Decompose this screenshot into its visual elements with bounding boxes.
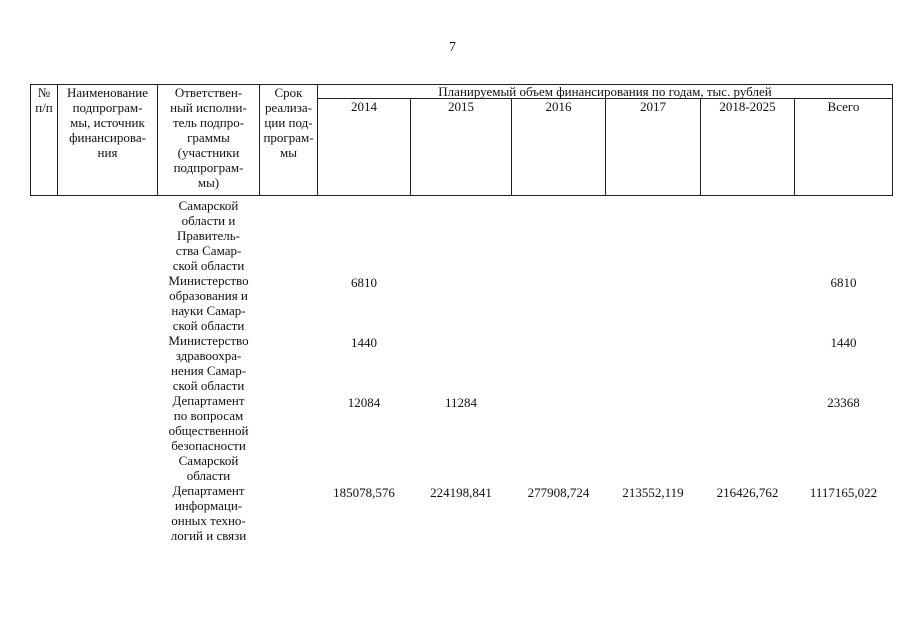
row-executor: Министерство образования и науки Самар- ской области — [168, 273, 249, 333]
row-value: 11284 — [444, 395, 478, 410]
row-executor: Самарской области и Правитель- ства Самар- ской области — [172, 198, 245, 273]
table-row — [31, 333, 893, 393]
page-number: 7 — [449, 40, 456, 55]
row-value — [606, 273, 701, 333]
row-value — [795, 198, 893, 273]
table-row — [31, 483, 893, 543]
row-value — [701, 333, 795, 393]
row-executor: Департамент по вопросам общественной безопасности Самарской области — [168, 393, 249, 483]
header-funding-group: Планируемый объем финансирования по годам, тыс. рублей — [318, 85, 893, 99]
header-year-2017: 2017 — [606, 99, 701, 196]
table-row — [31, 273, 893, 333]
row-empty-cell — [260, 198, 318, 273]
header-year-2014: 2014 — [318, 99, 411, 196]
row-value: 216426,762 — [716, 485, 779, 500]
row-value — [512, 198, 606, 273]
header-year-2015: 2015 — [411, 99, 512, 196]
header-num: № п/п — [31, 85, 58, 196]
row-value: 1440 — [351, 335, 377, 350]
row-empty-cell — [31, 273, 58, 333]
row-empty-cell — [31, 483, 58, 543]
row-empty-cell — [58, 333, 158, 393]
row-value — [512, 273, 606, 333]
row-value — [512, 393, 606, 483]
row-value — [606, 198, 701, 273]
row-executor: Департамент информаци- онных техно- логий и связи — [170, 483, 247, 543]
row-value — [318, 198, 411, 273]
row-value: 277908,724 — [527, 485, 590, 500]
table-row — [31, 393, 893, 483]
row-empty-cell — [31, 198, 58, 273]
header-name: Наименование подпрограм- мы, источник финансирова- ния — [58, 85, 158, 196]
row-value — [411, 198, 512, 273]
row-empty-cell — [260, 393, 318, 483]
row-empty-cell — [58, 198, 158, 273]
row-value: 1440 — [830, 335, 857, 350]
row-empty-cell — [31, 393, 58, 483]
row-value: 185078,576 — [333, 485, 395, 500]
row-value — [701, 393, 795, 483]
row-empty-cell — [58, 393, 158, 483]
row-value — [411, 333, 512, 393]
row-empty-cell — [58, 273, 158, 333]
row-empty-cell — [58, 483, 158, 543]
header-total: Всего — [795, 99, 893, 196]
row-value: 213552,119 — [622, 485, 684, 500]
row-value — [411, 273, 512, 333]
header-term: Срок реализа- ции под- програм- мы — [260, 85, 318, 196]
row-executor: Министерство здравоохра- нения Самар- ской области — [168, 333, 249, 393]
row-value: 12084 — [347, 395, 381, 410]
funding-table — [30, 84, 893, 543]
row-empty-cell — [260, 483, 318, 543]
row-value: 224198,841 — [430, 485, 492, 500]
row-value — [701, 198, 795, 273]
header-year-2016: 2016 — [512, 99, 606, 196]
row-value: 1117165,022 — [809, 485, 878, 500]
row-value — [701, 273, 795, 333]
table-row — [31, 198, 893, 273]
row-value: 23368 — [827, 395, 860, 410]
row-value — [606, 393, 701, 483]
row-value — [512, 333, 606, 393]
row-empty-cell — [260, 273, 318, 333]
row-value: 6810 — [351, 275, 377, 290]
row-empty-cell — [260, 333, 318, 393]
row-value — [606, 333, 701, 393]
row-empty-cell — [31, 333, 58, 393]
row-value: 6810 — [830, 275, 857, 290]
header-executor: Ответствен- ный исполни- тель подпро- граммы (участники подпрограм- мы) — [158, 85, 260, 196]
table-body — [31, 196, 893, 544]
header-year-2018-2025: 2018-2025 — [701, 99, 795, 196]
